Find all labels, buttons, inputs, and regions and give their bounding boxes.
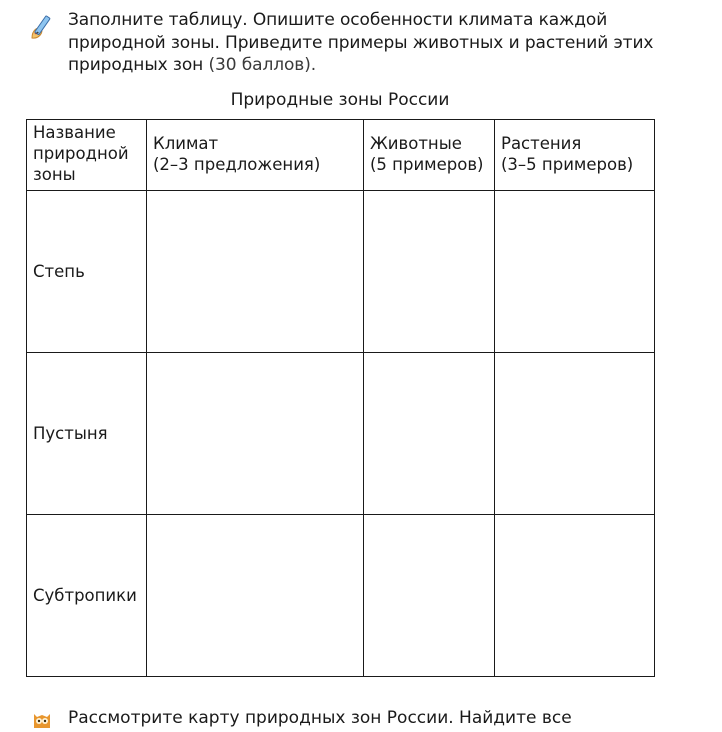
task-text: Заполните таблицу. Опишите особенности климата каждой природной зоны. Приведите примеры животных и растений этих природных зон	[68, 10, 654, 75]
table-header-row	[27, 120, 655, 191]
header-plants-note: (3–5 примеров)	[501, 155, 634, 174]
plants-cell[interactable]	[495, 515, 655, 677]
header-climate-title: Климат	[153, 134, 219, 153]
plants-cell[interactable]	[495, 353, 655, 515]
zone-name-cell: Субтропики	[27, 515, 147, 677]
animals-cell[interactable]	[364, 515, 495, 677]
task-points: (30 баллов).	[208, 55, 317, 75]
table-caption: Природные зоны России	[230, 90, 450, 110]
zone-name-cell: Степь	[27, 191, 147, 353]
table-row-subtropics	[27, 515, 655, 677]
animals-cell[interactable]	[364, 353, 495, 515]
header-climate-note: (2–3 предложения)	[153, 155, 321, 174]
animals-cell[interactable]	[364, 191, 495, 353]
plants-cell[interactable]	[495, 191, 655, 353]
owl-icon	[31, 708, 53, 728]
next-task-text: Рассмотрите карту природных зон России. Найдите все	[68, 708, 572, 728]
climate-cell[interactable]	[147, 515, 364, 677]
header-animals-title: Животные	[370, 134, 462, 153]
header-zone-name-label: Название природной зоны	[33, 123, 129, 184]
next-task-block	[29, 700, 709, 730]
task-instruction	[68, 9, 708, 77]
zones-table	[26, 119, 655, 677]
climate-cell[interactable]	[147, 353, 364, 515]
header-zone-name	[27, 120, 147, 191]
header-animals	[364, 120, 495, 191]
pencil-palette-icon	[29, 12, 55, 42]
climate-cell[interactable]	[147, 191, 364, 353]
header-plants	[495, 120, 655, 191]
header-animals-note: (5 примеров)	[370, 155, 484, 174]
table-row-desert	[27, 353, 655, 515]
table-row-steppe	[27, 191, 655, 353]
header-climate	[147, 120, 364, 191]
zone-name-cell: Пустыня	[27, 353, 147, 515]
header-plants-title: Растения	[501, 134, 582, 153]
